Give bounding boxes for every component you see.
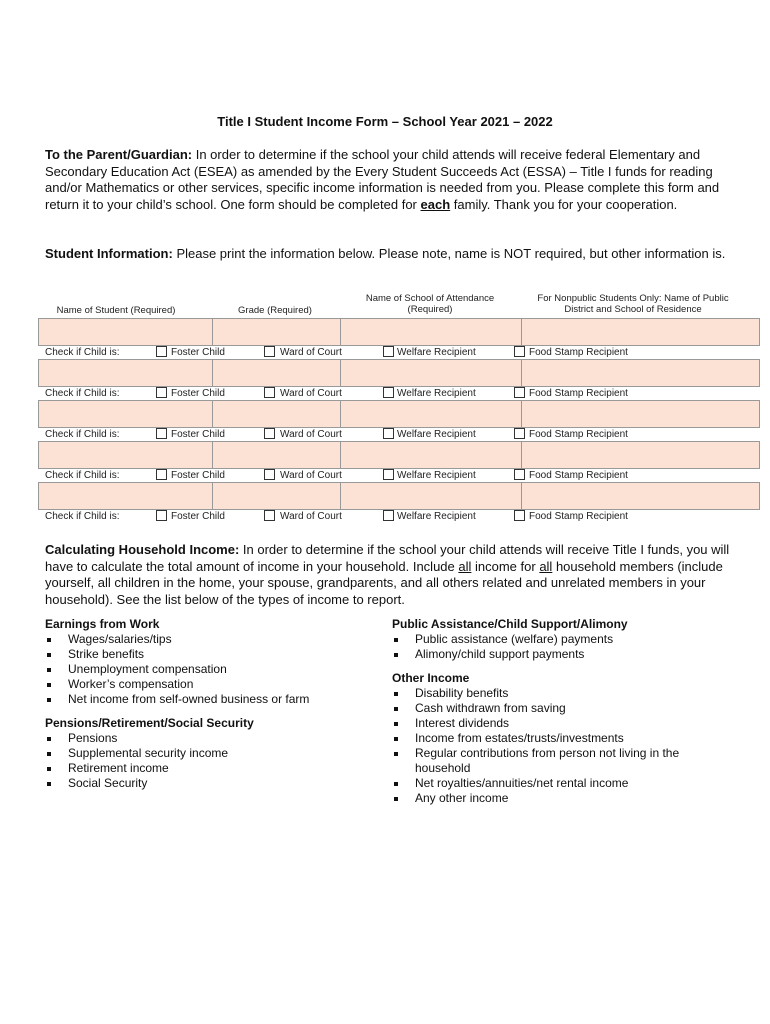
food-label: Food Stamp Recipient [529, 388, 628, 399]
welfare-label: Welfare Recipient [397, 388, 476, 399]
household-income-paragraph [45, 542, 735, 608]
ward-label: Ward of Court [280, 347, 342, 358]
nonpublic-district-field[interactable] [522, 360, 759, 386]
intro-emphasis: each [420, 196, 451, 212]
foster-checkbox[interactable] [156, 387, 167, 398]
student-information-paragraph [45, 246, 735, 263]
school-field[interactable] [341, 360, 522, 386]
school-field[interactable] [341, 319, 522, 345]
income-list-item: Public assistance (welfare) payments [392, 632, 722, 647]
foster-checkbox[interactable] [156, 469, 167, 480]
ward-label: Ward of Court [280, 388, 342, 399]
child-status-row [38, 387, 760, 400]
household-all-1: all [458, 558, 472, 574]
food-checkbox[interactable] [514, 387, 525, 398]
ward-checkbox[interactable] [264, 387, 275, 398]
foster-checkbox[interactable] [156, 510, 167, 521]
assistance-list [392, 632, 722, 662]
other-income-list [392, 686, 722, 806]
ward-checkbox[interactable] [264, 428, 275, 439]
welfare-label: Welfare Recipient [397, 470, 476, 481]
income-list-item: Pensions [45, 731, 375, 746]
student-entry-row [38, 482, 760, 510]
foster-label: Foster Child [171, 470, 225, 481]
student-table-header [38, 292, 760, 318]
foster-label: Foster Child [171, 388, 225, 399]
earnings-list [45, 632, 375, 707]
income-list-item: Any other income [392, 791, 722, 806]
student-information-lead: Student Information: [45, 246, 173, 261]
food-checkbox[interactable] [514, 428, 525, 439]
income-list-item: Disability benefits [392, 686, 722, 701]
school-field[interactable] [341, 401, 522, 427]
student-entry-row [38, 359, 760, 387]
intro-text-2: family. Thank you for your cooperation. [450, 196, 678, 212]
grade-field[interactable] [213, 401, 341, 427]
food-label: Food Stamp Recipient [529, 429, 628, 440]
pensions-heading: Pensions/Retirement/Social Security [45, 716, 254, 730]
student-entry-row [38, 400, 760, 428]
food-label: Food Stamp Recipient [529, 470, 628, 481]
nonpublic-district-field[interactable] [522, 319, 759, 345]
ward-checkbox[interactable] [264, 510, 275, 521]
ward-checkbox[interactable] [264, 469, 275, 480]
pensions-list [45, 731, 375, 791]
student-entry-row [38, 441, 760, 469]
welfare-label: Welfare Recipient [397, 511, 476, 522]
income-list-item: Cash withdrawn from saving [392, 701, 722, 716]
income-list-item: Unemployment compensation [45, 662, 375, 677]
check-if-child-label: Check if Child is: [45, 429, 120, 440]
ward-label: Ward of Court [280, 429, 342, 440]
welfare-label: Welfare Recipient [397, 347, 476, 358]
household-all-2: all [539, 558, 553, 574]
header-name: Name of Student (Required) [56, 305, 176, 316]
foster-label: Foster Child [171, 347, 225, 358]
foster-label: Foster Child [171, 511, 225, 522]
grade-field[interactable] [213, 319, 341, 345]
student-table [38, 292, 760, 523]
welfare-checkbox[interactable] [383, 387, 394, 398]
income-list-item: Alimony/child support payments [392, 647, 722, 662]
nonpublic-district-field[interactable] [522, 442, 759, 468]
student-information-text: Please print the information below. Please note, name is NOT required, but other information is. [172, 246, 726, 261]
school-field[interactable] [341, 483, 522, 509]
household-text-1: In order to determine if the school your child attends will receive Title I funds, you will have to calculate the total amount of income in your household. Include [45, 542, 730, 574]
check-if-child-label: Check if Child is: [45, 511, 120, 522]
grade-field[interactable] [213, 442, 341, 468]
other-income-heading: Other Income [392, 671, 470, 685]
income-list-item: Regular contributions from person not living in the household [392, 746, 722, 776]
food-checkbox[interactable] [514, 469, 525, 480]
child-status-row [38, 469, 760, 482]
header-nonpublic: For Nonpublic Students Only: Name of Public District and School of Residence [537, 293, 729, 315]
household-income-lead: Calculating Household Income: [45, 542, 240, 557]
food-checkbox[interactable] [514, 346, 525, 357]
student-name-field[interactable] [39, 442, 213, 468]
ward-label: Ward of Court [280, 511, 342, 522]
header-school: Name of School of Attendance (Required) [365, 293, 495, 315]
foster-label: Foster Child [171, 429, 225, 440]
check-if-child-label: Check if Child is: [45, 347, 120, 358]
assistance-heading: Public Assistance/Child Support/Alimony [392, 617, 628, 631]
food-checkbox[interactable] [514, 510, 525, 521]
nonpublic-district-field[interactable] [522, 401, 759, 427]
income-left-column [45, 617, 375, 791]
welfare-checkbox[interactable] [383, 469, 394, 480]
student-name-field[interactable] [39, 360, 213, 386]
check-if-child-label: Check if Child is: [45, 470, 120, 481]
income-list-item: Strike benefits [45, 647, 375, 662]
income-list-item: Net royalties/annuities/net rental income [392, 776, 722, 791]
food-label: Food Stamp Recipient [529, 347, 628, 358]
student-entry-row [38, 318, 760, 346]
parent-guardian-paragraph [45, 147, 735, 213]
nonpublic-district-field[interactable] [522, 483, 759, 509]
welfare-checkbox[interactable] [383, 428, 394, 439]
parent-guardian-lead: To the Parent/Guardian: [45, 147, 193, 162]
income-list-item: Interest dividends [392, 716, 722, 731]
welfare-checkbox[interactable] [383, 510, 394, 521]
ward-checkbox[interactable] [264, 346, 275, 357]
child-status-row [38, 428, 760, 441]
earnings-heading: Earnings from Work [45, 617, 160, 631]
income-list-item: Wages/salaries/tips [45, 632, 375, 647]
form-title: Title I Student Income Form – School Year 2021 – 2022 [217, 114, 553, 129]
student-rows [38, 318, 760, 523]
child-status-row [38, 346, 760, 359]
student-name-field[interactable] [39, 401, 213, 427]
foster-checkbox[interactable] [156, 346, 167, 357]
grade-field[interactable] [213, 360, 341, 386]
income-list-item: Supplemental security income [45, 746, 375, 761]
header-grade: Grade (Required) [238, 305, 312, 316]
school-field[interactable] [341, 442, 522, 468]
household-text-3: household members (include yourself, all children in the home, your spouse, grandparents, and all others related and unrelated members in your household). See the list below of the types of income to report. [45, 558, 723, 607]
grade-field[interactable] [213, 483, 341, 509]
intro-text-1: In order to determine if the school your child attends will receive federal Elementary and Secondary Education Act (ESEA) as amended by the Every Student Succeeds Act (ESSA) – Title I funds for reading and/or Mathematics or other services, specific income information is needed from you. Please complete this form and return it to your child’s school. One form should be completed for [45, 147, 720, 212]
student-name-field[interactable] [39, 319, 213, 345]
student-name-field[interactable] [39, 483, 213, 509]
child-status-row [38, 510, 760, 523]
income-list-item: Worker’s compensation [45, 677, 375, 692]
food-label: Food Stamp Recipient [529, 511, 628, 522]
welfare-label: Welfare Recipient [397, 429, 476, 440]
ward-label: Ward of Court [280, 470, 342, 481]
income-right-column [392, 617, 722, 806]
income-list-item: Net income from self-owned business or farm [45, 692, 375, 707]
income-list-item: Income from estates/trusts/investments [392, 731, 722, 746]
welfare-checkbox[interactable] [383, 346, 394, 357]
household-text-2: income for [471, 558, 540, 574]
foster-checkbox[interactable] [156, 428, 167, 439]
income-list-item: Social Security [45, 776, 375, 791]
income-list-item: Retirement income [45, 761, 375, 776]
check-if-child-label: Check if Child is: [45, 388, 120, 399]
